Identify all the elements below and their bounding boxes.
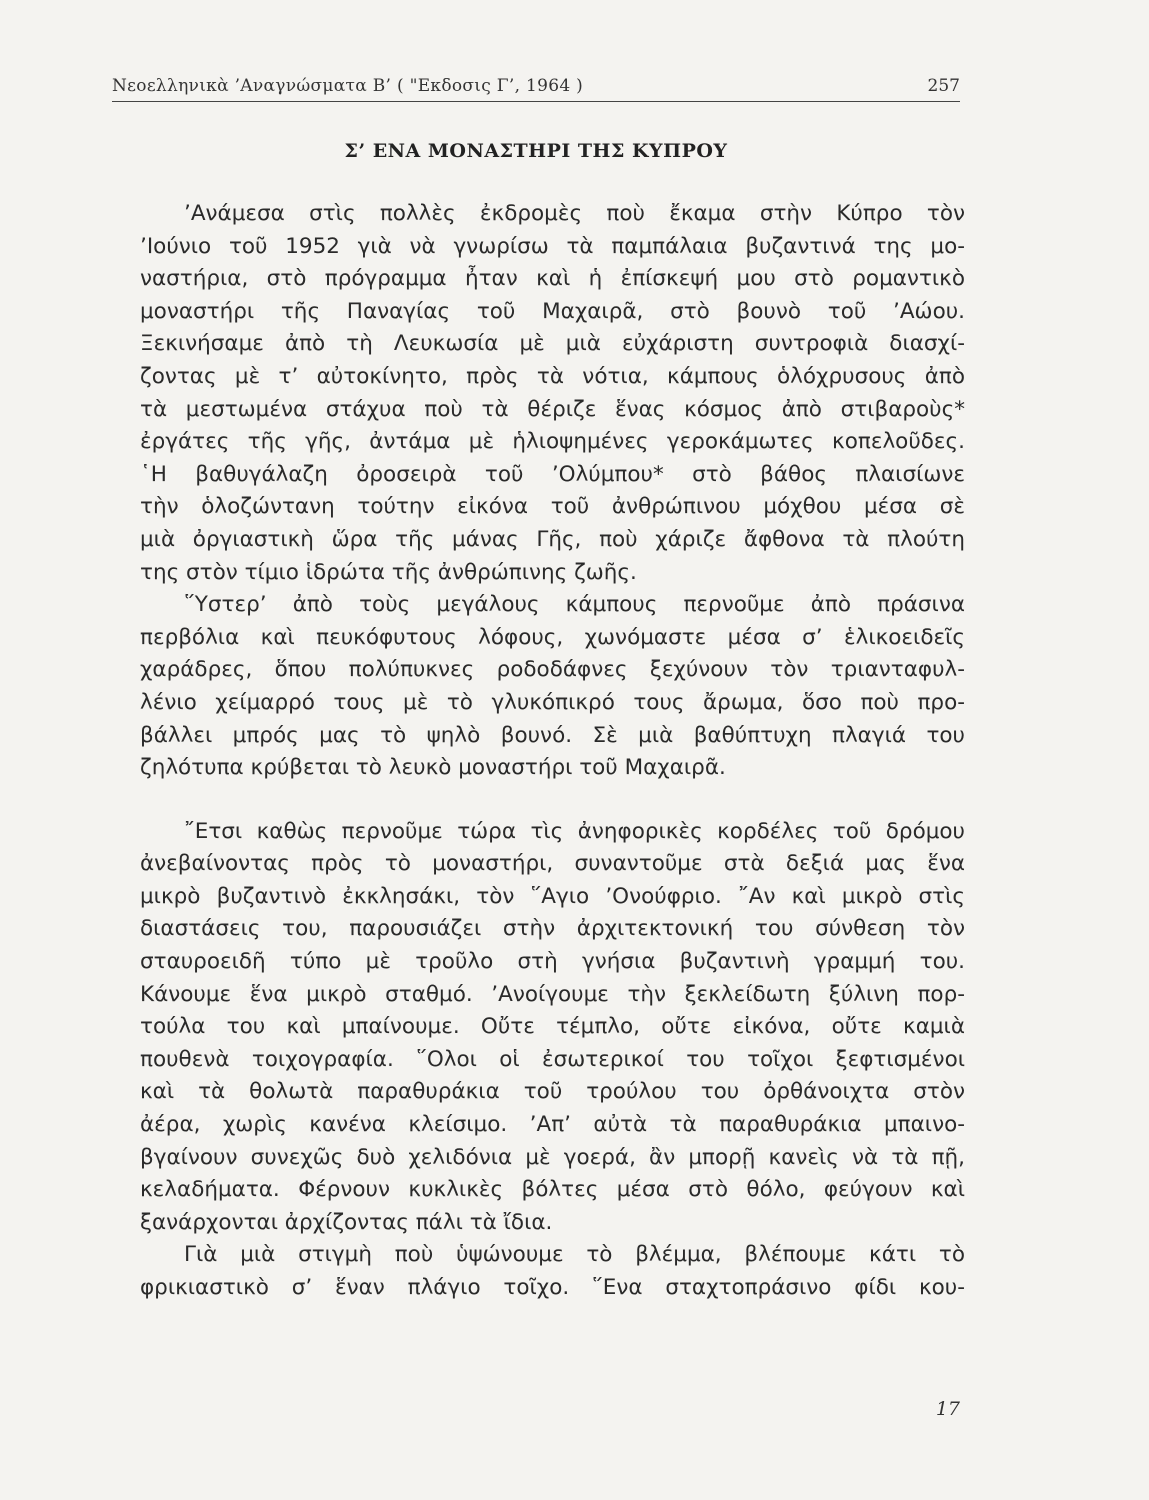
running-title: Νεοελληνικὰ ’Αναγνώσματα Β’ ( "Εκδοσις Γ’, 1964 ): [112, 76, 584, 96]
text-line: τὰ μεστωμένα στάχυα ποὺ τὰ θέριζε ἕνας κόσμος ἀπὸ στιβαροὺς*: [140, 396, 965, 422]
text-line: φρικιαστικὸ σ’ ἕναν πλάγιο τοῖχο. ῞Ενα σταχτοπράσινο φίδι κου-: [140, 1275, 965, 1300]
text-line: Κάνουμε ἕνα μικρὸ σταθμό. ’Ανοίγουμε τὴν ξεκλείδωτη ξύλινη πορ-: [140, 981, 965, 1007]
text-line: ἀνεβαίνοντας πρὸς τὸ μοναστήρι, συναντοῦμε στὰ δεξιά μας ἕνα: [140, 851, 965, 877]
text-line: μικρὸ βυζαντινὸ ἐκκλησάκι, τὸν ῞Αγιο ’Ονούφριο. ῎Αν καὶ μικρὸ στὶς: [140, 883, 965, 909]
text-line: σταυροειδῆ τύπο μὲ τροῦλο στὴ γνήσια βυζαντινὴ γραμμή του.: [140, 949, 965, 975]
paragraph-3: [140, 816, 965, 1240]
text-line: Ξεκινήσαμε ἀπὸ τὴ Λευκωσία μὲ μιὰ εὐχάριστη συντροφιὰ διασχί-: [140, 331, 965, 357]
signature-mark: 17: [935, 1398, 960, 1420]
text-line: ναστήρια, στὸ πρόγραμμα ἦταν καὶ ἡ ἐπίσκεψή μου στὸ ρομαντικὸ: [140, 266, 965, 292]
text-line: ’Ανάμεσα στὶς πολλὲς ἐκδρομὲς ποὺ ἔκαμα στὴν Κύπρο τὸν: [184, 201, 965, 226]
text-line: ξανάρχονται ἀρχίζοντας πάλι τὰ ἴδια.: [140, 1209, 553, 1235]
paragraph-2: [140, 589, 965, 785]
text-line: βάλλει μπρός μας τὸ ψηλὸ βουνό. Σὲ μιὰ βαθύπτυχη πλαγιά του: [140, 722, 965, 748]
text-line: μιὰ ὀργιαστικὴ ὥρα τῆς μάνας Γῆς, ποὺ χάριζε ἄφθονα τὰ πλούτη: [140, 526, 965, 552]
text-line: ῞Υστερ’ ἀπὸ τοὺς μεγάλους κάμπους περνοῦμε ἀπὸ πράσινα: [184, 592, 965, 618]
text-line: χαράδρες, ὅπου πολύπυκνες ροδοδάφνες ξεχύνουν τὸν τριανταφυλ-: [140, 657, 965, 683]
text-line: ἐργάτες τῆς γῆς, ἀντάμα μὲ ἡλιοψημένες γεροκάμωτες κοπελοῦδες.: [140, 429, 965, 455]
section-gap: [140, 785, 965, 816]
paragraph-1: [140, 198, 965, 589]
text-line: πουθενὰ τοιχογραφία. ῞Ολοι οἱ ἐσωτερικοί του τοῖχοι ξεφτισμένοι: [140, 1046, 965, 1072]
text-line: καὶ τὰ θολωτὰ παραθυράκια τοῦ τρούλου του ὀρθάνοιχτα στὸν: [140, 1079, 965, 1105]
text-line: τὴν ὁλοζώντανη τούτην εἰκόνα τοῦ ἀνθρώπινου μόχθου μέσα σὲ: [140, 494, 965, 520]
header-divider: [112, 101, 960, 102]
text-line: ζηλότυπα κρύβεται τὸ λευκὸ μοναστήρι τοῦ Μαχαιρᾶ.: [140, 755, 726, 781]
page-number: 257: [927, 76, 960, 96]
text-line: ῾Η βαθυγάλαζη ὀροσειρὰ τοῦ ’Ολύμπου* στὸ βάθος πλαισίωνε: [140, 461, 965, 487]
text-line: τούλα του καὶ μπαίνουμε. Οὔτε τέμπλο, οὔτε εἰκόνα, οὔτε καμιὰ: [140, 1014, 965, 1040]
text-line: ἀέρα, χωρὶς κανένα κλείσιμο. ’Απ’ αὐτὰ τὰ παραθυράκια μπαινο-: [140, 1112, 965, 1138]
text-line: διαστάσεις του, παρουσιάζει στὴν ἀρχιτεκτονική του σύνθεση τὸν: [140, 916, 965, 942]
paragraph-4: [140, 1239, 965, 1304]
text-line: κελαδήματα. Φέρνουν κυκλικὲς βόλτες μέσα στὸ θόλο, φεύγουν καὶ: [140, 1177, 965, 1203]
text-line: βγαίνουν συνεχῶς δυὸ χελιδόνια μὲ γοερά, ἂν μπορῇ κανεὶς νὰ τὰ πῇ,: [140, 1144, 965, 1170]
text-line: μοναστήρι τῆς Παναγίας τοῦ Μαχαιρᾶ, στὸ βουνὸ τοῦ ’Αώου.: [140, 298, 965, 324]
text-line: της στὸν τίμιο ἱδρώτα τῆς ἀνθρώπινης ζωῆς.: [140, 559, 637, 585]
text-line: ῎Ετσι καθὼς περνοῦμε τώρα τὶς ἀνηφορικὲς κορδέλες τοῦ δρόμου: [184, 818, 965, 844]
text-line: Γιὰ μιὰ στιγμὴ ποὺ ὑψώνουμε τὸ βλέμμα, βλέπουμε κάτι τὸ: [184, 1242, 965, 1268]
article-title: Σ’ ΕΝΑ ΜΟΝΑΣΤΗΡΙ ΤΗΣ ΚΥΠΡΟΥ: [344, 140, 728, 162]
text-line: ζοντας μὲ τ’ αὐτοκίνητο, πρὸς τὰ νότια, κάμπους ὁλόχρυσους ἀπὸ: [140, 363, 965, 389]
running-header: [112, 72, 960, 102]
article-body: [140, 198, 965, 1305]
text-line: λένιο χείμαρρό τους μὲ τὸ γλυκόπικρό τους ἄρωμα, ὅσο ποὺ προ-: [140, 689, 965, 715]
text-line: ’Ιούνιο τοῦ 1952 γιὰ νὰ γνωρίσω τὰ παμπάλαια βυζαντινά της μο-: [140, 233, 965, 259]
text-line: περβόλια καὶ πευκόφυτους λόφους, χωνόμαστε μέσα σ’ ἑλικοειδεῖς: [140, 624, 965, 650]
